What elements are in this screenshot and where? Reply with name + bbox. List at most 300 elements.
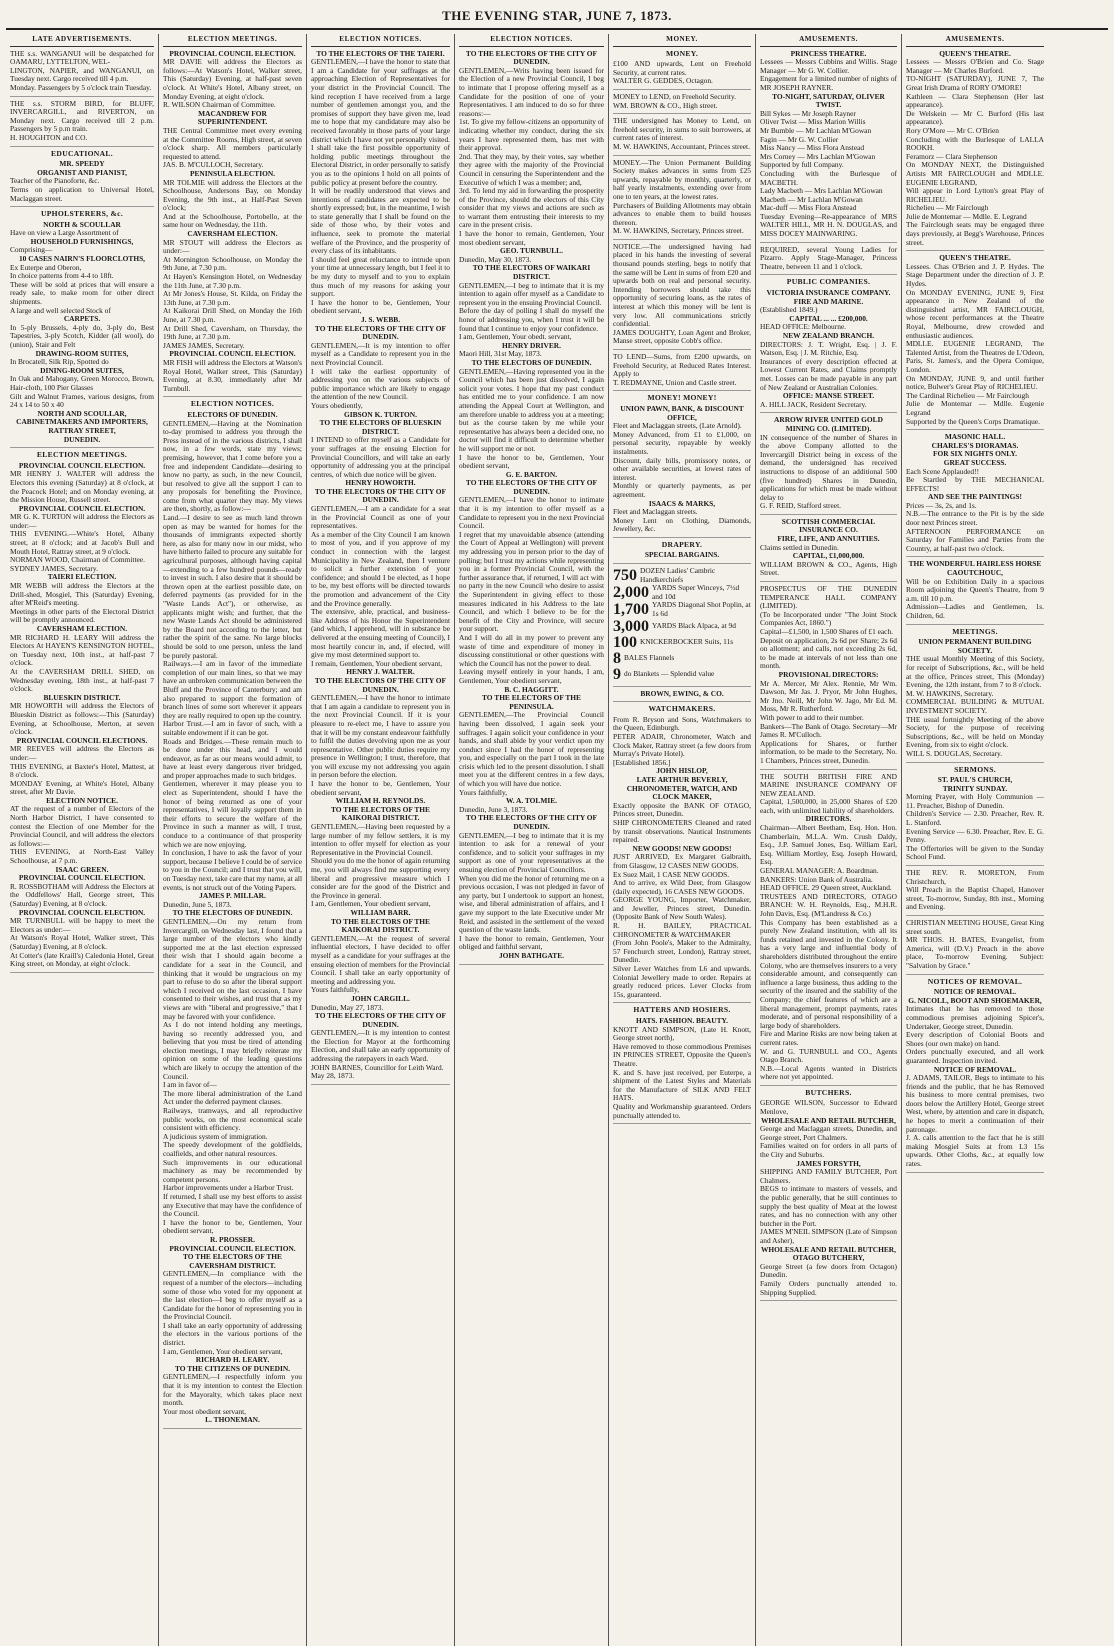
ad-heading: OFFICE: MANSE STREET. (782, 391, 875, 401)
advertisement-block (311, 50, 450, 1085)
ad-text: Chairman—Albert Beetham, Esq. Hon. Hon. Chamberlain, M.L.A. Wm. Crush Daldy, Esq., J.P. Samuel Jones, Esq. William Earl, Esq. William Mortley, Esq. Joseph Howard, Esq. (760, 823, 897, 867)
ad-text: I regret that my unavoidable absence (attending the Court of Appeal at Wellington) will prevent my addressing you in person prior to the day of polling; but I trust my actions while representing you in a former Provincial Council, with the further assurance that, if returned, I will act with no party in the new Council who desire to assist the Superintendent in giving effect to those measures indicated in his Address to the late Council, and which I believe to be for the benefit of the City and Province, will secure your support. (459, 529, 604, 634)
bargain-description: YARDS Super Winceys, 7½d and 10d (652, 583, 740, 601)
ad-text: Have removed to those commodious Premises IN PRINCES STREET, Opposite the Queen's Theatre. (613, 1041, 751, 1068)
bargain-description: BALES Flannels (624, 653, 675, 663)
ad-text: Dunedin, May 27, 1873. (311, 1002, 384, 1012)
ad-heading: MACANDREW FOR SUPERINTENDENT. (197, 108, 268, 127)
ad-heading: TO THE ELECTORS OF THE KAIKORAI DISTRICT. (331, 916, 430, 935)
ad-text: TO LEND—Sums, from £200 upwards, on Freehold Security, at Reduced Rates Interest. Apply to (613, 352, 751, 379)
ad-text: Admission—Ladies and Gentlemen, 1s. Children, 6d. (906, 602, 1044, 620)
ad-heading: FIRE AND MARINE. (793, 296, 864, 306)
advertisement-block (613, 159, 751, 240)
ad-heading: JAMES FORSYTH, (796, 1158, 861, 1168)
bargain-row (613, 635, 751, 651)
ad-text: Such improvements in our educational machinery as may be recommended by competent persons. (163, 1157, 302, 1184)
ad-heading: TO THE ELECTORS OF THE CAVERSHAM DISTRICT. (183, 1252, 282, 1270)
ad-text: The speedy development of the goldfields, coalfields, and other natural resources. (163, 1140, 302, 1158)
ad-heading: NORTH AND SCOULLAR, (37, 408, 127, 418)
ad-text: I should feel great reluctance to intrude upon your time at unnecessary length, but I feel it to be my duty to myself and to you to explain thus much of my reasons for asking your support. (311, 254, 450, 299)
ad-text: As a member of the City Council I am known to most of you, and if you approve of my conduct in connection with the largest Municipality in New Zealand, then I venture to solicit a further extension of your confidence; and should I be elected, as I hope to be, my best efforts will be directed towards the promotion and advancement of the City and the Province generally. (311, 529, 450, 608)
column-2 (159, 34, 307, 1646)
advertisement-block (613, 353, 751, 391)
ad-text: The Cardinal Richelieu — Mr Fairclough (906, 390, 1029, 400)
ad-heading: R. PROSSER. (210, 1234, 255, 1244)
ad-text: Capital—£1,500, in 1,500 Shares of £1 each. (760, 627, 894, 636)
advertisement-block (613, 117, 751, 155)
ad-heading: TO THE ELECTORS OF DUNEDIN. (471, 357, 592, 367)
bargain-row (613, 584, 751, 601)
ad-text: GENTLEMEN,—I beg to intimate that it is my intention to ask for a renewal of your confidence, and to solicit your suffrages in my support as one of your representatives at the ensuing election of Provincial Councillors. (459, 830, 604, 874)
columns-container (6, 34, 1108, 1646)
ad-heading: TO THE ELECTORS OF THE CITY OF DUNEDIN. (314, 486, 447, 505)
ad-heading: DUNEDIN. (63, 434, 101, 444)
ad-heading: HENRY J. WALTER. (346, 667, 415, 677)
ad-text: £100 AND upwards, Lent on Freehold Security, at current rates. (613, 59, 751, 77)
section-title: SERMONS. (954, 764, 996, 774)
ad-text: MONEY.—The Union Permanent Building Society makes advances in sums from £25 upwards, repayable by monthly, quarterly, or half yearly instalments, extending over from one to ten years, at the lowest rates. (613, 157, 751, 201)
bargain-description: YARDS Diagonal Shot Poplin, at 1s 6d (652, 600, 751, 619)
ad-text: Bankers—The Bank of Otago. Secretary—Mr James R. M'Culloch. (760, 721, 897, 740)
advertisement-block (10, 50, 154, 97)
ad-text: W. and G. TURNBULL and CO., Agents Otago Branch. (760, 1046, 897, 1065)
advertisement-block (613, 93, 751, 114)
ad-heading: B. C. HAGGITT. (504, 684, 559, 694)
ad-heading: TO THE ELECTORS OF DUNEDIN. (172, 908, 293, 918)
ad-heading: DRAWING-ROOM SUITES, (35, 348, 129, 358)
ad-text: NOTICE.—The undersigned having had placed in his hands the investing of several thousand pounds sterling, begs to notify that the same will be Lent in sums of from £20 and upwards both on real and personal security. Intending borrowers should take this opportunity of securing loans, as the rates of interest at which this money will be lent is very low. All communications strictly confidential. (613, 241, 751, 329)
ad-text: It will be readily understood that views and intentions of candidates are expected to be shortly expressed; but, in the meantime, I wish to state generally that I shall be found on the side of those who, by their votes and influence, seek to promote the material welfare of the Province, and the prosperity of every class of its inhabitants. (311, 186, 450, 256)
ad-text: Mrs Corney — Mrs Lachlan M'Gowan (760, 151, 876, 161)
ad-text: May 28, 1873. (311, 1071, 355, 1081)
ad-text: WILLIAM BROWN & CO., Agents, High Street. (760, 559, 897, 578)
ad-text: MR REEVES will address the Electors as under:— (10, 744, 154, 762)
ad-text: At Mornington Schoolhouse, on Monday the 9th June, at 7.30 p.m. (163, 254, 302, 273)
ad-text: Will be on Exhibition Daily in a spacious Room adjoining the Queen's Theatre, from 9 a.m. till 10 p.m. (906, 576, 1044, 603)
advertisement-block (10, 100, 154, 147)
ad-text: H. HOUGHTON and CO. (10, 132, 88, 142)
ad-text: THE SOUTH BRITISH FIRE AND MARINE INSURANCE COMPANY OF NEW ZEALAND. (760, 771, 897, 798)
ad-heading: JOHN BATHGATE. (498, 950, 565, 960)
bargain-description: do Blankets — Splendid value (624, 669, 715, 679)
ad-text: Each Scene Applauded!! (906, 466, 980, 476)
advertisement-block (760, 416, 897, 515)
ad-text: Insurances of every description effected at Lowest Current Rates, and Claims promptly met. Losses can be made payable in any part of New Zealand or Australian Colonies. (760, 356, 897, 392)
ad-text: JAMES DOUGHTY, Loan Agent and Broker, Manse street, opposite Cobb's office. (613, 327, 751, 346)
ad-text: MR DAVIE will address the Electors as follows:—At Watson's Hotel, Walker street, This (Saturday) Evening, at half-past seven o'clock. At White's Hotel, Albany street, on Monday Evening, at eight o'clock. (163, 57, 302, 101)
ad-text: GENTLEMEN,—Having at the Nomination to-day promised to address you through the Press instead of in the various districts, I shall now, in a few words, state my views; premising, however, that I come before you a free and independent Candidate—desiring to know no party, as such, in the new Council, but resolved to give all the support I can to any proposals for benefiting the Province, come from what quarter they may. My views are then, shortly, as follow:— (163, 418, 302, 514)
ad-text: Should you do me the honor of again returning me, you will always find me supporting every liberal and progressive measure which I consider are for the good of the District and the Province in general. (311, 856, 450, 900)
section-title: DRAPERY. (661, 539, 703, 549)
ad-text: THE undersigned has Money to Lend, on freehold security, in sums to suit borrowers, at current rates of interest. (613, 116, 751, 143)
ad-heading: THE WONDERFUL HAIRLESS HORSE (908, 559, 1042, 569)
ad-text: Lessees — Messrs O'Brien and Co. Stage Manager — Mr Charles Burford. (906, 57, 1044, 75)
ad-text: GENTLEMEN,—Having represented you in the Council which has been just dissolved, I again solicit your votes. I hope that my past conduct has entitled me to your confidence. I am now attending the Appeal Court at Wellington, and am therefore unable to address you at a meeting; but as the course taken by me while your representative has always been a decided one, no doctor will find it difficult to determine whether he will support me or not. (459, 366, 604, 453)
ad-heading: WILLIAM H. REYNOLDS. (335, 796, 426, 806)
ad-text: Roads and Bridges.—These remain much to be done under this head, and I would endeavor, as far as our means would admit, to have at least every dangerous river bridged, and proper approaches made to such bridges. (163, 736, 302, 780)
ad-text: MR FISH will address the Electors at Watson's Royal Hotel, Walker street, This (Saturday) Evening, at 8.30, immediately after Mr Turnbull. (163, 357, 302, 393)
column-1 (6, 34, 159, 1646)
ad-text: Comprising— (10, 245, 53, 255)
ad-heading: NEW ZEALAND BRANCH. (782, 331, 875, 340)
ad-text: Feramorz — Clara Stephenson (906, 151, 998, 161)
ad-text: And to arrive, ex Wild Deer, from Glasgow (daily expected), 16 CASES NEW GOODS. (613, 878, 751, 896)
ad-heading: NEW GOODS! NEW GOODS! (632, 843, 732, 853)
ad-text: GENTLEMEN,—Having been requested by a large number of my fellow settlers, it is my intention to offer myself for election as your Representative in the Provincial Council. (311, 822, 450, 857)
ad-heading: HOUSEHOLD FURNISHINGS, (30, 236, 134, 246)
ad-text: At Kaikorai Drill Shed, on Monday the 16th June, at 7.30 p.m. (163, 306, 302, 324)
advertisement-block (613, 50, 751, 90)
advertisement-block (10, 451, 154, 973)
advertisement-block (613, 567, 751, 687)
ad-text: AT the request of a number of Electors of the North Harbor District, I have consented to contest the Election of one Member for the Provincial Council, and will address the electors as follows:— (10, 804, 154, 848)
ad-text: Yours faithfully, (459, 787, 508, 797)
ad-text: GENTLEMEN,—The Provincial Council having been dissolved, I again seek your suffrages. I again solicit your confidence in your hands, and shall abide by your verdict upon my conduct since I had the honor of representing you, and especially on the part I took in the late crisis which led to the present dissolution. I shall meet you at the different centres in a few days, of which you will have due notice. (459, 710, 604, 789)
ad-text: GENTLEMEN,—In compliance with the request of a number of the electors—including some of those who voted for my opponent at the last election—I beg to offer myself as a Candidate for the honor of representing you in the Provincial Council. (163, 1269, 302, 1322)
ad-text: I am, Gentlemen, Your obedient servant, (163, 1346, 283, 1356)
ad-text: Claims settled in Dunedin. (760, 542, 839, 552)
ad-text: WILL S. DOUGLAS, Secretary. (906, 748, 1003, 758)
ad-text: I shall take an early opportunity of addressing the electors in the various portions of the district. (163, 1320, 302, 1348)
ad-text: THIS EVENING, at Baxter's Hotel, Mattest, at 8 o'clock. (10, 761, 154, 780)
bargain-description: KNICKERBOCKER Suits, 11s (640, 637, 734, 647)
ad-text: Bill Sykes — Mr Joseph Rayner (760, 108, 856, 118)
advertisement-block (906, 433, 1044, 557)
ad-text: J. ADAMS, TAILOR, Begs to intimate to his friends and the public, that he has Removed his business to more central premises, two doors below the Artillery Hotel, George street West, where, by attention and care in dispatch, he hopes to merit a continuation of their patronage. (906, 1073, 1044, 1134)
ad-heading: DINING-ROOM SUITES, (40, 365, 124, 375)
ad-heading: PROVINCIAL COUNCIL ELECTION. (169, 48, 296, 58)
bargain-quantity: 1,700 (613, 601, 649, 619)
ad-text: Oliver Twist — Miss Marion Willis (760, 117, 866, 127)
section-title: UPHOLSTERERS, &c. (40, 209, 124, 219)
ad-heading: PROVINCIAL COUNCIL ELECTION. (169, 349, 296, 359)
ad-text: George Street (a few doors from Octagon) Dunedin. (760, 1261, 897, 1280)
ad-text: R. ROSSBOTHAM will Address the Electors at the Oddfellows' Hall, George street, This (Saturday) Evening, at 8 o'clock. (10, 881, 154, 908)
ad-heading: CAOUTCHOUC, (946, 568, 1004, 578)
ad-text: K. and S. have just received, per Euterpe, a shipment of the Latest Styles and Materials for the Manufacture of SILK AND FELT HATS. (613, 1067, 751, 1103)
ad-text: I INTEND to offer myself as a Candidate for your suffrages at the ensuing Election for Provincial Councillors, and will take an early opportunity of addressing you at the principal centres, of which due notice will be given. (311, 435, 450, 479)
column-header: ELECTION NOTICES. (459, 34, 604, 47)
ad-text: MDLLE. EUGENIE LEGRAND, The Talented Artist, from the Theatres de L'Odeon, Paris, St. James's, and the Opera Comique, London. (906, 339, 1044, 374)
ad-heading: QUEEN'S THEATRE. (939, 253, 1011, 263)
ad-text: LINGTON, NAPIER, and WANGANUI, on Tuesday next. Cargo received till 4 p.m. (10, 65, 154, 84)
ad-text: Rory O'More — Mr C. O'Brien (906, 125, 999, 135)
ad-heading: PROVINCIAL COUNCIL ELECTION. (18, 907, 146, 917)
ad-text: A judicious system of immigration. (163, 1131, 268, 1141)
ad-text: With power to add to their number. (760, 712, 864, 722)
ad-text: PETER ADAIR, Chronometer, Watch and Clock Maker, Rattray street (a few doors from Murray's Private Hotel). (613, 732, 751, 759)
ad-text: COMMERCIAL BUILDING & MUTUAL INVESTMENT SOCIETY. (906, 697, 1044, 715)
ad-text: NORMAN WOOD, Chairman of Committee. (10, 555, 145, 565)
ad-heading: PROVINCIAL COUNCIL ELECTIONS. (16, 735, 148, 745)
ad-text: MR WEBB will address the Electors at the Drill-shed, Mosgiel, This (Saturday) Evening, after M'Reid's meeting. (10, 581, 154, 608)
ad-heading: TRINITY SUNDAY. (942, 783, 1008, 793)
ad-text: MR HOWORTH will address the Electors of Blueskin District as follows:—This (Saturday) Evening, at Schoolhouse, Merton, at seven o'clock. (10, 701, 154, 737)
ad-text: Purchasers of Building Allotments may obtain advances to enable them to build houses thereon. (613, 200, 751, 227)
ad-heading: BROWN, EWING, & CO. (640, 688, 724, 698)
ad-text: JAS. B. M'CULLOCH, Secretary. (163, 160, 264, 170)
ad-text: MR RICHARD H. LEARY Will address the Electors At HAYEN'S KENSINGTON HOTEL, on Tuesday next, 10th inst., at half-past 7 o'clock. (10, 632, 154, 668)
ad-text: Mr Bumble — Mr Lachlan M'Gowan (760, 125, 872, 135)
ad-text: A large and well selected Stock of (10, 305, 111, 315)
ad-text: When you did me the honor of returning me on a previous occasion, I was not pledged in favor of any party, but I undertook to support an honest, wise, and liberal administration of affairs, and I gave my support to the late Executive under Mr Reid, and assisted in the settlement of the vexed question of the waste lands. (459, 873, 604, 935)
ad-text: M. W. HAWKINS, Secretary, Princes street. (613, 226, 744, 236)
bargain-quantity: 750 (613, 566, 637, 584)
ad-text: THE s.s. STORM BIRD, for BLUFF, INVERCARGILL, and RIVERTON, on Monday next. Cargo received till 2 p.m. Passengers by 5 p.m train. (10, 98, 154, 134)
advertisement-block (10, 210, 154, 448)
ad-heading: G. E. BARTON. (505, 469, 558, 479)
ad-text: De Welskein — Mr C. Burford (His last appearance). (906, 108, 1044, 127)
ad-text: R. H. BAILEY, PRACTICAL CHRONOMETER & WATCHMAKER (613, 921, 751, 939)
ad-text: BANKERS: Union Bank of Australia. (760, 874, 873, 884)
bargain-quantity: 8 (613, 649, 621, 667)
advertisement-block (760, 585, 897, 769)
ad-text: I have the honor to remain, Gentlemen, Your most obedient servant, (459, 229, 604, 247)
ad-heading: PRINCESS THEATRE. (790, 48, 867, 58)
ad-text: TRUSTEES AND DIRECTORS, OTAGO BRANCH: W. H. Reynolds, Esq., M.H.R. John Davis, Esq. (M'Landress & Co.) (760, 891, 897, 918)
advertisement-block (163, 50, 302, 398)
ad-text: THIS EVENING.—White's Hotel, Albany street, at 8 o'clock; and at Jacob's Bull and Mouth Hotel, Rattray street, at 9 o'clock. (10, 529, 154, 556)
ad-text: George and Maclaggan streets, Dunedin, and George street, Port Chalmers. (760, 1124, 897, 1142)
section-title: MEETINGS. (952, 626, 998, 636)
ad-heading: ARROW RIVER UNITED GOLD MINING CO. (LIMITED). (774, 415, 883, 433)
column-header: MONEY. (613, 34, 751, 47)
ad-heading: PROVINCIAL COUNCIL ELECTION. (18, 503, 146, 513)
section-title: ELECTION MEETINGS. (36, 450, 128, 460)
ad-text: Railways.—I am in favor of the immediate completion of our main lines, so that we may have an unbroken communication between the Bluff and the Province of Canterbury; and am also prepared to support the formation of branch lines of some sort wherever it appears they are really required to open up the country. (163, 659, 302, 720)
ad-text: N.B.—The entrance to the Pit is by the side door next Princes street. (906, 509, 1044, 528)
ad-text: JAMES JAMES, Secretary. (163, 340, 245, 350)
ad-heading: ISAAC GREEN. (55, 864, 109, 874)
ad-heading: ISAACS & MARKS, (648, 498, 716, 508)
column-header: AMUSEMENTS. (760, 34, 897, 47)
ad-text: I will take the earliest opportunity of addressing you on the various subjects of public importance which are likely to engage the attention of the new Council. (311, 366, 450, 402)
advertisement-block (906, 254, 1044, 430)
advertisement-block (760, 278, 897, 413)
ad-heading: TO THE ELECTORS OF THE CITY OF DUNEDIN. (314, 323, 447, 342)
advertisement-block (906, 560, 1044, 624)
bargain-quantity: 3,000 (613, 617, 649, 635)
ad-text: GENTLEMEN,—At the request of several influential electors, I have decided to offer myself as a candidate for your suffrages at the ensuing election of members for the Provincial Council. I shall take an early opportunity of meeting and addressing you. (311, 933, 450, 986)
ad-heading: TO THE ELECTORS OF THE CITY OF DUNEDIN. (314, 675, 447, 694)
section-title: EDUCATIONAL. (51, 148, 113, 158)
ad-text: R. WILSON Chairman of Committee. (163, 100, 276, 110)
bargain-quantity: 2,000 (613, 583, 649, 601)
column-3 (307, 34, 455, 1646)
ad-text: In Oak and Mahogany, Green Morocco, Brown, Hair-cloth, 100 Pier Glasses (10, 374, 154, 392)
ad-text: Julie de Montemar — Mdlle. Eugenie Legrand (906, 399, 1044, 417)
ad-heading: HENRY HOWORTH. (345, 478, 416, 488)
column-6 (756, 34, 902, 1646)
ad-text: THE usual fortnightly Meeting of the above Society, for the purpose of receiving Subscriptions, &c., will be held on Monday Evening, from six to eight o'clock. (906, 714, 1044, 750)
column-header: AMUSEMENTS. (906, 34, 1044, 47)
ad-text: THE s.s. WANGANUI will be despatched for OAMARU, LYTTELTON, WEL- (10, 48, 154, 67)
ad-text: Terms on application to Universal Hotel, Maclaggan street. (10, 184, 154, 203)
ad-heading: CHARLES'S DIORAMAS. (931, 440, 1019, 450)
ad-text: THIS EVENING, at North-East Valley Schoolhouse, at 7 p.m. (10, 847, 154, 866)
ad-text: MR HENRY J. WALTER will address the Electors this evening (Saturday) at 8 o'clock, at the Peacock Hotel; and on Monday evening, at the Mission House, Russell street. (10, 469, 154, 505)
bargain-row (613, 619, 751, 635)
ad-text: Orders punctually executed, and all work guaranteed. Inspection invited. (906, 1047, 1044, 1065)
ad-heading: WHOLESALE AND RETAIL BUTCHER, (761, 1115, 896, 1125)
ad-heading: GREAT SUCCESS. (943, 457, 1007, 467)
ad-heading: L. THONEMAN. (205, 1415, 260, 1425)
bargain-row (613, 651, 751, 667)
ad-text: T. REDMAYNE, Union and Castle street. (613, 377, 737, 387)
ad-text: MR THOS. H. BATES, Evangelist, from America, will (D.V.) Preach in the above place, To-morrow Evening. Subject: "Salvation by Grace." (906, 935, 1044, 970)
ad-heading: FOR SIX NIGHTS ONLY. (932, 449, 1018, 459)
ad-text: (From John Poole's, Maker to the Admiralty, 57 Fenchurch street, London), Rattray street, Dunedin. (613, 938, 751, 965)
advertisement-block (906, 978, 1044, 1173)
ad-text: Concluding with the Burlesque of MACBETH. (760, 168, 897, 187)
advertisement-block (163, 400, 302, 1429)
ad-text: I remain, Gentlemen, Your obedient servant, (311, 658, 443, 668)
ad-text: M. W. HAWKINS, Secretary. (906, 688, 994, 698)
ad-text: Meetings in other parts of the Electoral District will be promptly announced. (10, 606, 154, 625)
ad-heading: UNION PERMANENT BUILDING SOCIETY. (918, 637, 1032, 655)
ad-text: Intimates that he has removed to those commodious premises adjoining Spicer's, Undertaker, George street, Dunedin. (906, 1004, 1044, 1031)
ad-text: Family Orders punctually attended to. Shipping Supplied. (760, 1278, 897, 1297)
ad-heading: SCOTTISH COMMERCIAL INSURANCE CO. (781, 516, 876, 535)
ad-text: Fleet and Maclaggan streets, (Late Arnold). (613, 421, 742, 431)
ad-text: (Established 1849.) (760, 305, 818, 315)
ad-text: N.B.—Local Agents wanted in Districts where not yet appointed. (760, 1063, 897, 1082)
ad-heading: ORGANIST AND PIANIST, (37, 167, 127, 177)
ad-text: At Hayen's Kensington Hotel, on Wednesday the 11th June, at 7.30 p.m. (163, 272, 302, 290)
ad-heading: AND SEE THE PAINTINGS! (928, 492, 1022, 502)
ad-text: Teacher of the Pianoforte, &c. (10, 176, 100, 186)
advertisement-block (760, 50, 897, 243)
ad-text: HEAD OFFICE: Melbourne. (760, 322, 847, 332)
ad-text: At Drill Shed, Caversham, on Thursday, the 19th June, at 7.30 p.m. (163, 323, 302, 342)
ad-text: Be Startled by THE MECHANICAL EFFECTS! (906, 475, 1044, 493)
bargain-description: YARDS Black Alpaca, at 9d (652, 621, 736, 631)
ad-text: I am, Gentlemen, Your obedient servant, (311, 899, 431, 909)
ad-text: On MONDAY EVENING, JUNE 9, First appearance in New Zealand of the distinguished artist, MR FAIRCLOUGH, whose recent performances at the Theatre Royal, Melbourne, drew crowded and enthusiastic audiences. (906, 287, 1044, 340)
ad-heading: CAPITAL, £1,000,000. (792, 551, 865, 561)
ad-heading: J. S. WEBB. (360, 315, 401, 324)
ad-heading: WILLIAM BARR. (350, 907, 411, 917)
ad-text: Macbeth — Mr Lachlan M'Gowan (760, 194, 863, 204)
ad-text: SYDNEY JAMES, Secretary. (10, 563, 98, 573)
ad-text: On MONDAY, JUNE 9, and until further notice, Bulwer's Great Play of RICHELIEU. (906, 373, 1044, 392)
advertisement-block (760, 773, 897, 1086)
ad-text: And at the Schoolhouse, Portobello, at the same hour on Wednesday, the 11th. (163, 211, 302, 230)
ad-text: THE usual Monthly Meeting of this Society, for receipt of Subscriptions, &c., will be held at the office, Princes street, This (Monday) Evening, the 12th instant, from 7 to 8 o'clock. (906, 654, 1044, 690)
ad-heading: PENINSULA ELECTION. (189, 168, 275, 178)
ad-text: From R. Bryson and Sons, Watchmakers to the Queen, Edinburgh. (613, 714, 751, 733)
ad-text: Dunedin, May 30, 1873. (459, 254, 532, 264)
section-title: MONEY. (665, 48, 699, 58)
ad-text: SHIPPING AND FAMILY BUTCHER, Port Chalmers. (760, 1167, 897, 1185)
advertisement-block (613, 690, 751, 703)
ad-text: Your most obedient servant, (163, 1406, 247, 1416)
ad-text: 1st. To give my fellow-citizens an opportunity of indicating whether my conduct, during the six years I have represented them, has met with their approval. (459, 117, 604, 153)
advertisement-block (760, 1089, 897, 1301)
ad-text: Families waited on for orders in all parts of the City and Suburbs. (760, 1141, 897, 1160)
ad-text: (To be Incorporated under "The Joint Stock Companies Act, 1860.") (760, 609, 897, 628)
ad-text: PROSPECTUS OF THE DUNEDIN TEMPERANCE HALL COMPANY (LIMITED). (760, 584, 897, 611)
ad-heading: TO THE ELECTORS OF WAIKARI DISTRICT. (472, 263, 591, 282)
ad-text: Deposit on application, 2s 6d per Share; 2s 6d on allotment; and calls, not exceeding 2s 6d, to be made at intervals of not less than one month. (760, 635, 897, 671)
ad-text: Will Preach in the Baptist Chapel, Hanover street, To-morrow, Sunday, 8th inst., Morning and Evening. (906, 885, 1044, 912)
ad-text: MONDAY Evening, at White's Hotel, Albany street, after Mr Davie. (10, 778, 154, 797)
ad-heading: HENRY DRIVER. (501, 340, 561, 350)
ad-text: MR TURNBULL will be happy to meet the Electors as under:— (10, 916, 154, 934)
ad-text: A. HILL JACK, Resident Secretary. (760, 399, 867, 409)
ad-heading: VICTORIA INSURANCE COMPANY. (766, 288, 891, 298)
ad-text: If returned, I shall use my best efforts to assist any Executive that may have the confidence of the Council. (163, 1191, 302, 1219)
ad-text: Morning Prayer, with Holy Communion — 11. Preacher, Bishop of Dunedin. (906, 792, 1044, 810)
ad-text: M. W. HAWKINS, Accountant, Princes street. (613, 141, 750, 151)
ad-text: HEAD OFFICE. 29 Queen street, Auckland. (760, 883, 892, 893)
ad-heading: GEO. TURNBULL. (500, 246, 563, 256)
ad-text: WALTER G. GEDDES, Octagon. (613, 76, 713, 86)
advertisement-block (906, 919, 1044, 975)
ad-heading: MASONIC HALL. (944, 432, 1006, 442)
ad-heading: DIRECTORS. (805, 814, 852, 824)
ad-text: BEGS to intimate to masters of vessels, and the public generally, that he still continues to supply the best quality of Meat at the lowest rates, and has no connection with any other butcher in the Port. (760, 1184, 897, 1228)
ad-text: Land.—I desire to see as much land thrown open as may be wanted for homes for the thousands of immigrants expected shortly here, as also for many now in our midst, who have hitherto failed to procure any suitable for agricultural purposes, although having capital—extending to a few hundred pounds—ready to invest in such. I also desire that it should be thrown open at the earliest possible date, on deferred payments (as provided for in the "Waste Lands Act"), or otherwise, as applicants might wish; and further, that the new Waste Lands Act should be administered by the Board not according to the letter, but rather the spirit of the same. No large blocks should be sold to one person, unless the land be purely pastoral. (163, 513, 302, 660)
ad-text: WM. BROWN & CO., High street. (613, 100, 718, 110)
ad-text: Every description of Colonial Boots and Shoes (our own make) on hand. (906, 1030, 1044, 1048)
ad-text: At the CAVERSHAM DRILL SHED, on Wednesday evening, 18th inst., at half-past 7 o'clock. (10, 666, 154, 694)
advertisement-block (613, 243, 751, 350)
ad-text: CHRISTIAN MEETING HOUSE, Great King street south. (906, 918, 1044, 936)
ad-text: Yours faithfully, (311, 985, 360, 995)
ad-text: At Cotter's (late Kraill's) Caledonia Hotel, Great King street, on Monday, at eight o'clock. (10, 950, 154, 969)
ad-text: The Offertories will be given to the Sunday School Fund. (906, 843, 1044, 862)
ad-text: Children's Service — 2.30. Preacher, Rev. R. L. Stanford. (906, 809, 1044, 828)
advertisement-block (906, 50, 1044, 252)
ad-text: JUST ARRIVED, Ex Margaret Galbraith, from Glasgow, 12 CASES NEW GOODS. (613, 852, 751, 870)
column-header: ELECTION NOTICES. (311, 34, 450, 47)
ad-text: GENTLEMEN,—I am a candidate for a seat in the Provincial Council as one of your representatives. (311, 504, 450, 531)
ad-text: Monday. Passengers by 5 o'clock train Tuesday. (10, 82, 152, 92)
ad-text: Ex Euterpe and Oberon, (10, 262, 82, 272)
ad-heading: TAIERI ELECTION. (47, 572, 117, 582)
ad-text: Concluding with the Burlesque of LALLA ROOKH. (906, 134, 1044, 153)
ad-text: Richelieu — Mr Fairclough (906, 203, 989, 213)
ad-text: Fleet and Maclaggan streets. (613, 507, 698, 517)
ad-heading: ELECTION NOTICE. (46, 795, 118, 805)
ad-text: MR TOLMIE will address the Electors at the Schoolhouse, Andersons Bay, on Monday Evening, the 9th inst., at Half-Past Seven o'clock; (163, 177, 302, 213)
ad-heading: ST. PAUL'S CHURCH, (937, 775, 1013, 785)
ad-text: I am, Gentlemen, Your obedt. servant, (459, 332, 572, 342)
ad-heading: PROVINCIAL COUNCIL ELECTION. (18, 460, 146, 470)
ad-text: Discount, daily bills, promissory notes, or other available securities, at lowest rates of interest. (613, 455, 751, 482)
ad-heading: TO THE ELECTORS OF THE CITY OF DUNEDIN. (314, 1011, 447, 1029)
advertisement-block (613, 394, 751, 538)
ad-heading: ELECTORS OF DUNEDIN. (187, 409, 278, 419)
ad-text: At Watson's Royal Hotel, Walker street, This (Saturday) Evening, at 8 o'clock. (10, 933, 154, 951)
column-header: LATE ADVERTISEMENTS. (10, 34, 154, 47)
ad-text: GENTLEMEN,—I have the honor to state that I am a Candidate for your suffrages at the approaching Election of Representatives for your district in the Provincial Council. The kind reception I have received from a large number of gentlemen amongst you, and the promises of support they have given me, lead me to hope that my candidature may also be received favorably in those parts of your large district which I have not yet personally visited. I shall take the first possible opportunity of holding public meetings throughout the Electoral District, in order personally to satisfy you as to the opinions I hold on all points of public policy at present before the country. (311, 57, 450, 187)
ad-text: Harbor Trust.—I am in favor of such, with a suitable endowment if it can be got. (163, 719, 302, 737)
ad-text: On MONDAY NEXT, the Distinguished Artists MR FAIRCLOUGH and MDLLE. EUGENIE LEGRAND, (906, 160, 1044, 187)
ad-text: I have the honor to be, Gentlemen, Your obedient servant, (311, 779, 450, 797)
ad-text: The extensive, able, practical, and business-like Address of his Honor the Superintendent (and which, I apprehend, will in substance be delivered at the ensuing meeting of Council), I most heartily concur in, and, if elected, will give my most determined support to. (311, 607, 450, 660)
ad-heading: CHRONOMETER, WATCH, AND CLOCK MAKER, (626, 783, 738, 802)
ad-text: Miss Nancy — Miss Flora Anstead (760, 143, 865, 153)
ad-text: Dunedin, June 5, 1873. (163, 899, 232, 909)
ad-text: JAMES M'NEIL SIMPSON (Late of Simpson and Asher), (760, 1227, 897, 1245)
ad-text: Capital, 1,500,000, in 25,000 Shares of £20 each, with unlimited liability of shareholders. (760, 797, 897, 815)
ad-heading: TO THE ELECTORS OF THE CITY OF DUNEDIN. (465, 813, 598, 832)
ad-heading: MR. SPEEDY (59, 159, 105, 169)
ad-text: IN consequence of the number of Shares in the above Company allotted to the Invercargill District being in excess of the demand, the undersigned has received instructions to dispose of an additional 500 (five hundred) Shares in Dunedin, applications for which must be made without delay to (760, 432, 897, 502)
ad-heading: NOTICE OF REMOVAL. (933, 1064, 1017, 1074)
